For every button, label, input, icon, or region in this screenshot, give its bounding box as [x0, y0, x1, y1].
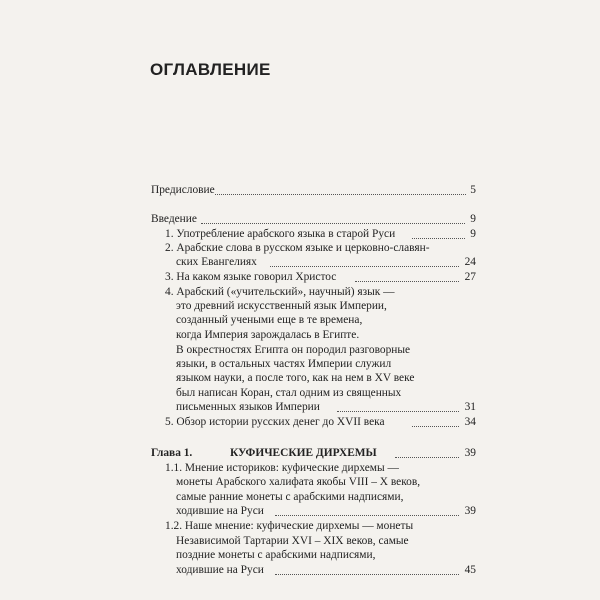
toc-entry-section-4-line9: письменных языков Империи	[176, 401, 320, 413]
leader-dots	[275, 515, 459, 516]
page-number: 39	[464, 505, 476, 517]
page-number: 9	[470, 213, 476, 225]
toc-entry-section-4-line8: был написан Коран, стал одним из священных	[176, 387, 402, 399]
leader-dots	[201, 223, 465, 224]
toc-entry-1-2-line1: 1.2. Наше мнение: куфические дирхемы — монеты	[165, 520, 414, 532]
toc-entry-section-3: 3. На каком языке говорил Христос	[165, 271, 337, 283]
chapter-label: Глава 1.	[151, 447, 193, 459]
leader-dots	[355, 281, 459, 282]
toc-entry-section-4-line6: языки, в остальных частях Империи служил	[176, 358, 392, 370]
toc-entry-section-4-line1: 4. Арабский («учительский», научный) язык —	[165, 286, 395, 298]
toc-entry-section-4-line5: В окрестностях Египта он породил разговорные	[176, 344, 411, 356]
toc-entry-1-2-line3: поздние монеты с арабскими надписями,	[176, 549, 376, 561]
chapter-title: КУФИЧЕСКИЕ ДИРХЕМЫ	[230, 447, 377, 459]
page-title: ОГЛАВЛЕНИЕ	[150, 60, 271, 79]
leader-dots	[412, 238, 465, 239]
toc-entry-section-4-line7: языком науки, а после того, как на нем в XV веке	[176, 372, 415, 384]
toc-entry-1-2-line2: Независимой Тартарии XVI – XIX веков, самые	[176, 535, 409, 547]
toc-entry-section-2-line2: ских Евангелиях	[176, 256, 257, 268]
toc-entry-section-4-line2: это древний искусственный язык Империи,	[176, 300, 387, 312]
toc-entry-intro: Введение	[151, 213, 197, 225]
leader-dots	[395, 457, 459, 458]
leader-dots	[337, 411, 459, 412]
toc-entry-section-4-line4: когда Империя зарождалась в Египте.	[176, 329, 360, 341]
leader-dots	[412, 426, 459, 427]
toc-entry-section-5: 5. Обзор истории русских денег до XVII века	[165, 416, 385, 428]
page-number: 24	[464, 256, 476, 268]
page-number: 27	[464, 271, 476, 283]
toc-entry-section-2-line1: 2. Арабские слова в русском языке и церковно-славян-	[165, 242, 430, 254]
page-number: 9	[470, 228, 476, 240]
toc-entry-1-2-line4: ходившие на Руси	[176, 564, 264, 576]
toc-entry-1-1-line4: ходившие на Руси	[176, 505, 264, 517]
page-number: 39	[464, 447, 476, 459]
toc-entry-section-4-line3: созданный учеными еще в те времена,	[176, 314, 363, 326]
toc-entry-1-1-line1: 1.1. Мнение историков: куфические дирхемы —	[165, 462, 399, 474]
page-number: 5	[470, 184, 476, 196]
leader-dots	[275, 574, 459, 575]
page-number: 34	[464, 416, 476, 428]
toc-entry-section-1: 1. Употребление арабского языка в старой Руси	[165, 228, 396, 240]
leader-dots	[215, 194, 466, 195]
toc-entry-preface: Предисловие	[151, 184, 215, 196]
leader-dots	[270, 266, 459, 267]
page-number: 31	[464, 401, 476, 413]
toc-entry-1-1-line3: самые ранние монеты с арабскими надписями,	[176, 491, 404, 503]
toc-entry-1-1-line2: монеты Арабского халифата якобы VIII – X веков,	[176, 476, 421, 488]
page-number: 45	[464, 564, 476, 576]
